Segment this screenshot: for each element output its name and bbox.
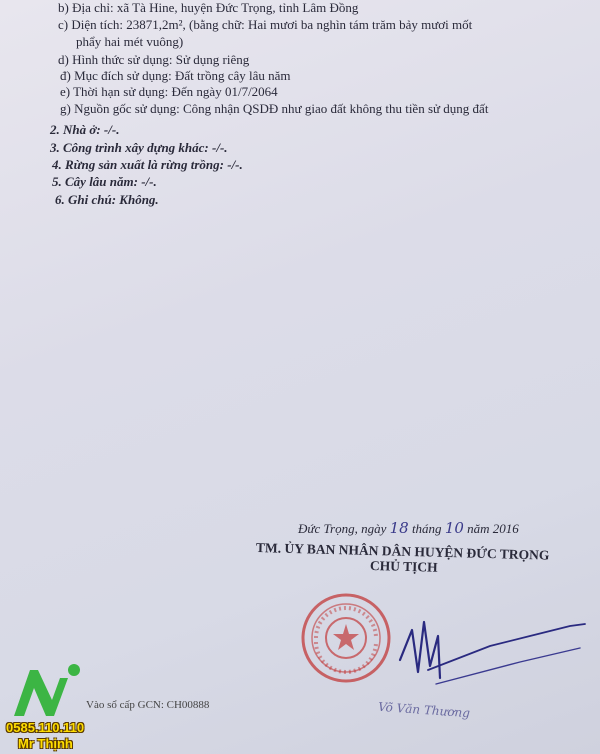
usage-form-line: d) Hình thức sử dụng: Sử dụng riêng bbox=[58, 52, 250, 67]
date-month-label: tháng bbox=[411, 521, 442, 536]
date-month: 10 bbox=[444, 519, 464, 537]
section-forest: 4. Rừng sản xuất là rừng trồng: -/-. bbox=[52, 157, 243, 172]
section-note: 6. Ghi chú: Không. bbox=[55, 192, 159, 207]
agency-logo-icon bbox=[8, 660, 88, 720]
section-other-construction: 3. Công trình xây dựng khác: -/-. bbox=[50, 140, 228, 155]
handwritten-signature bbox=[380, 600, 590, 710]
date-year: năm 2016 bbox=[467, 521, 519, 536]
authority-heading: TM. ỦY BAN NHÂN DÂN HUYỆN ĐỨC TRỌNG bbox=[255, 540, 550, 563]
watermark-phone: 0585.110.110 bbox=[6, 720, 85, 735]
origin-line: g) Nguồn gốc sử dụng: Công nhận QSDĐ như giao đất không thu tiền sử dụng đất bbox=[60, 101, 489, 116]
date-day: 18 bbox=[389, 519, 409, 537]
usage-purpose-line: đ) Mục đích sử dụng: Đất trồng cây lâu năm bbox=[60, 68, 291, 83]
usage-term-line: e) Thời hạn sử dụng: Đến ngày 01/7/2064 bbox=[60, 84, 278, 99]
registry-number: Vào sổ cấp GCN: CH00888 bbox=[86, 699, 210, 711]
chairman-title: CHỦ TỊCH bbox=[369, 558, 438, 575]
address-line: b) Địa chỉ: xã Tà Hine, huyện Đức Trọng, tỉnh Lâm Đồng bbox=[58, 0, 359, 15]
date-line bbox=[298, 521, 519, 536]
section-perennial: 5. Cây lâu năm: -/-. bbox=[52, 174, 157, 189]
area-line: c) Diện tích: 23871,2m², (bằng chữ: Hai mươi ba nghìn tám trăm bảy mươi mốt bbox=[58, 17, 473, 32]
section-house: 2. Nhà ở: -/-. bbox=[50, 122, 120, 137]
signer-name: Võ Văn Thương bbox=[377, 699, 471, 721]
date-prefix: Đức Trọng, ngày bbox=[298, 521, 387, 536]
watermark-name: Mr Thịnh bbox=[18, 736, 73, 751]
official-seal-stamp bbox=[300, 592, 392, 684]
area-line-cont: phẩy hai mét vuông) bbox=[76, 34, 184, 49]
